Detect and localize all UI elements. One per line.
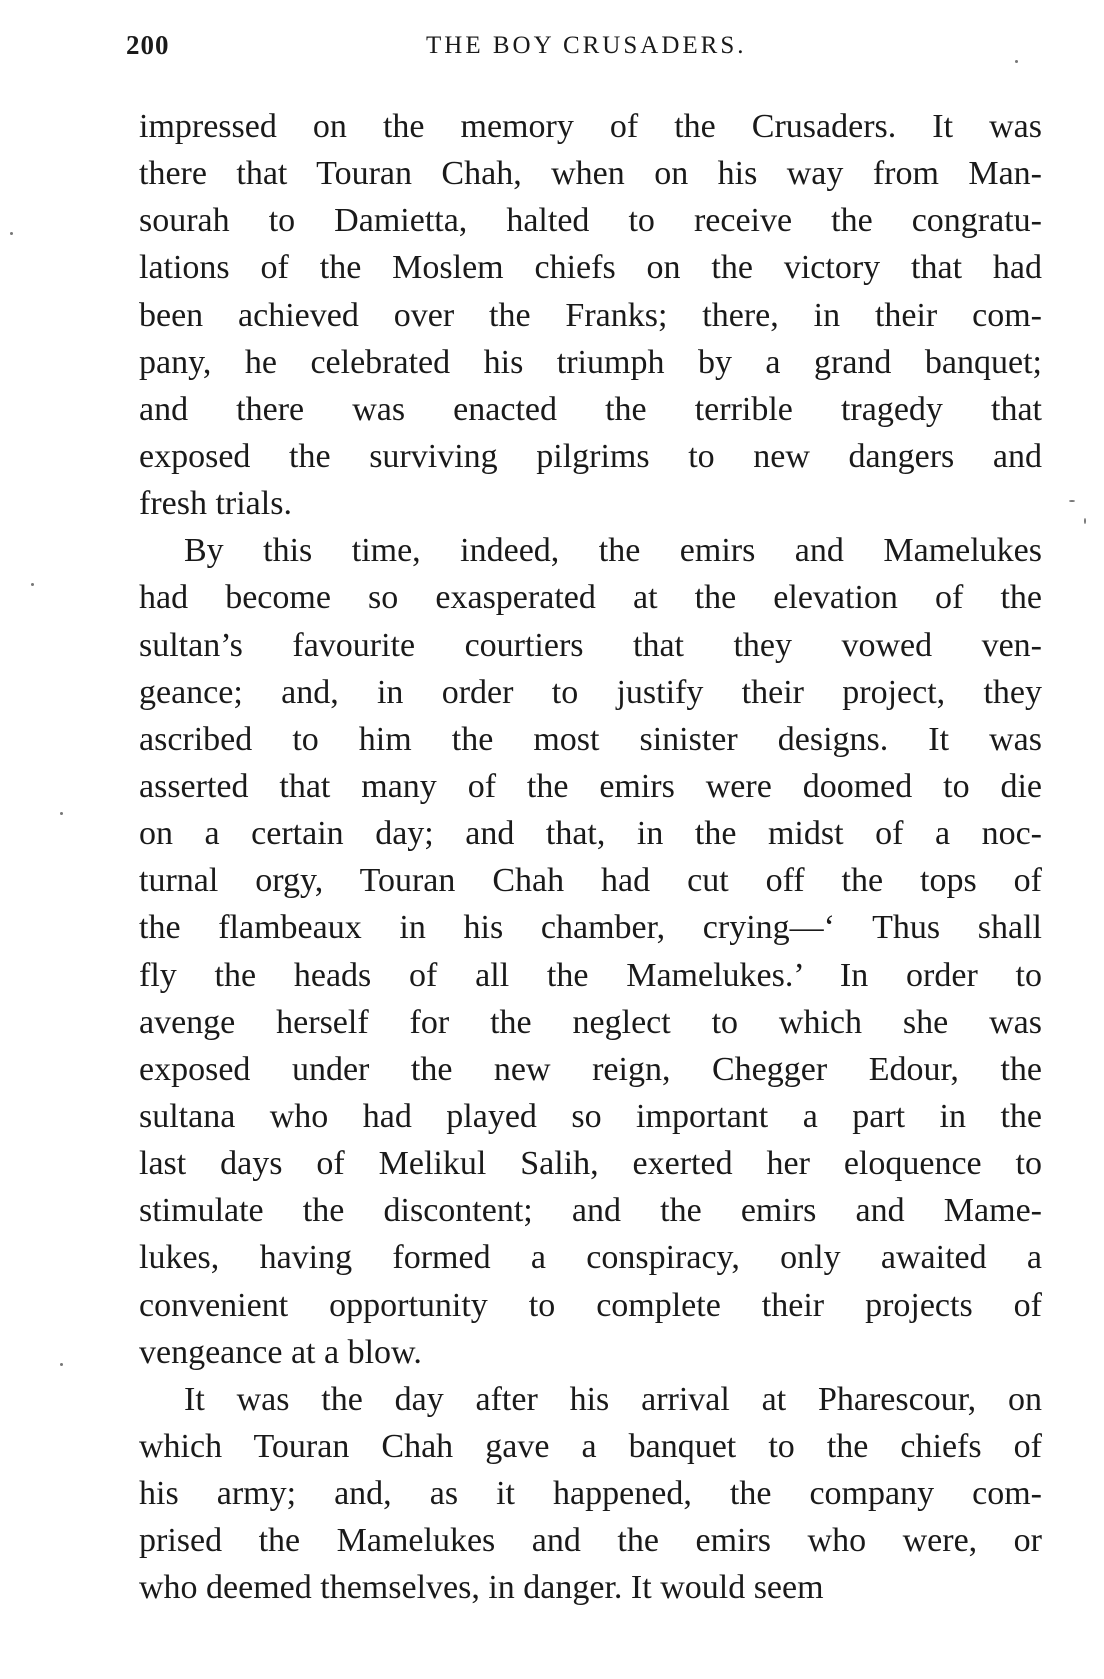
paragraph: [139, 1376, 1042, 1612]
page-number: 200: [126, 30, 170, 60]
text-line: asserted that many of the emirs were doomed to die: [139, 767, 1042, 805]
text-line: there that Touran Chah, when on his way from Man-: [139, 155, 1042, 193]
text-line: lukes, having formed a conspiracy, only awaited a: [139, 1239, 1042, 1277]
text-line: exposed the surviving pilgrims to new dangers and: [139, 437, 1042, 475]
text-line: who deemed themselves, in danger. It would seem: [139, 1569, 824, 1607]
scan-speck: [60, 1363, 63, 1366]
text-line: prised the Mamelukes and the emirs who were, or: [139, 1522, 1042, 1560]
paragraph: [139, 103, 1042, 527]
scan-speck: [31, 583, 34, 586]
text-line: exposed under the new reign, Chegger Edour, the: [139, 1050, 1042, 1088]
body-text: [139, 103, 1042, 1612]
scan-speck: [10, 232, 13, 235]
text-line: pany, he celebrated his triumph by a grand banquet;: [139, 343, 1042, 381]
scan-speck: [1084, 518, 1086, 524]
text-line: ascribed to him the most sinister designs. It was: [139, 720, 1042, 758]
text-line: sultan’s favourite courtiers that they vowed ven-: [139, 626, 1042, 664]
text-line: vengeance at a blow.: [139, 1333, 422, 1371]
text-line: turnal orgy, Touran Chah had cut off the tops of: [139, 862, 1042, 900]
scan-speck: [1015, 60, 1018, 63]
text-line: fly the heads of all the Mamelukes.’ In order to: [139, 956, 1042, 994]
text-line: impressed on the memory of the Crusaders. It was: [139, 108, 1042, 145]
running-title: THE BOY CRUSADERS.: [426, 32, 747, 59]
text-line: which Touran Chah gave a banquet to the chiefs of: [139, 1427, 1042, 1465]
text-line: lations of the Moslem chiefs on the victory that had: [139, 249, 1042, 287]
text-line: geance; and, in order to justify their project, they: [139, 673, 1042, 711]
text-line: stimulate the discontent; and the emirs and Mame-: [139, 1192, 1042, 1230]
text-line: and there was enacted the terrible tragedy that: [139, 390, 1042, 428]
text-line: the flambeaux in his chamber, crying—‘ Thus shall: [139, 909, 1042, 947]
text-line: sourah to Damietta, halted to receive the congratu-: [139, 202, 1042, 240]
text-line: fresh trials.: [139, 485, 292, 523]
text-line: on a certain day; and that, in the midst of a noc-: [139, 815, 1042, 853]
scan-speck: [1069, 500, 1075, 502]
text-line: sultana who had played so important a part in the: [139, 1097, 1042, 1135]
text-line: By this time, indeed, the emirs and Mamelukes: [184, 532, 1042, 570]
scan-speck: [60, 812, 63, 815]
paragraph: [139, 527, 1042, 1376]
text-line: avenge herself for the neglect to which she was: [139, 1003, 1042, 1041]
running-head: [126, 30, 1042, 70]
text-line: It was the day after his arrival at Pharescour, on: [184, 1380, 1042, 1418]
text-line: last days of Melikul Salih, exerted her eloquence to: [139, 1145, 1042, 1183]
text-line: been achieved over the Franks; there, in their com-: [139, 296, 1042, 334]
text-line: his army; and, as it happened, the company com-: [139, 1475, 1042, 1513]
text-line: had become so exasperated at the elevation of the: [139, 579, 1042, 617]
text-line: convenient opportunity to complete their projects of: [139, 1286, 1042, 1324]
